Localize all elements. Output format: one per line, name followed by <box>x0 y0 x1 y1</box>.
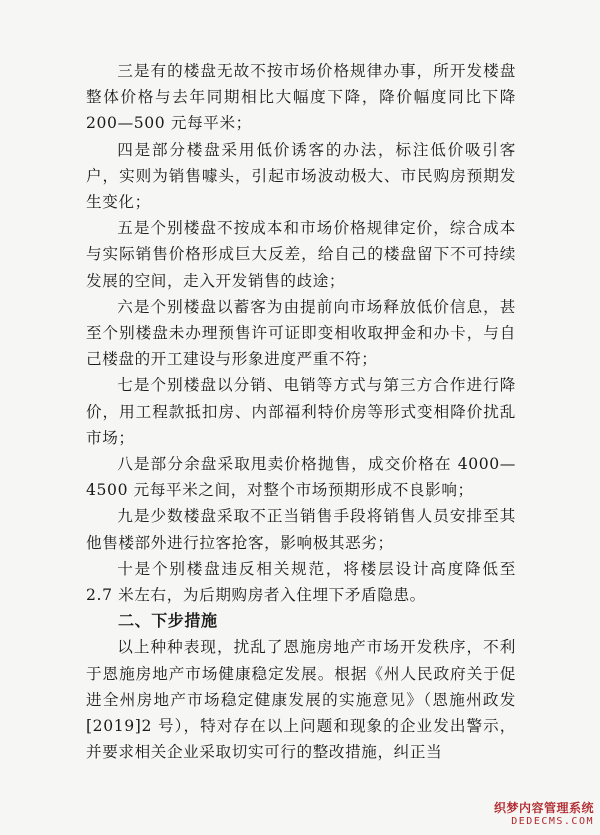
closing-paragraph: 以上种种表现，扰乱了恩施房地产市场开发秩序，不利于恩施房地产市场健康稳定发展。根据《州人民政府关于促进全州房地产市场稳定健康发展的实施意见》（恩施州政发[2019]2 号），特对存在以上问题和现象的企业发出警示，并要求相关企业采取切实可行的整改措施，纠正当 <box>86 638 516 762</box>
paragraph-item-10: 十是个别楼盘违反相关规范，将楼层设计高度降低至 2.7 米左右，为后期购房者入住埋下矛盾隐患。 <box>86 559 516 605</box>
document-body <box>86 58 516 765</box>
paragraph-item-6: 六是个别楼盘以蓄客为由提前向市场释放低价信息，甚至个别楼盘未办理预售许可证即变相收取押金和办卡，与自己楼盘的开工建设与形象进度严重不符； <box>86 297 516 369</box>
watermark-logo <box>474 799 594 827</box>
paragraph-item-7: 七是个别楼盘以分销、电销等方式与第三方合作进行降价，用工程款抵扣房、内部福利特价房等形式变相降价扰乱市场； <box>86 376 516 447</box>
paragraph-item-5: 五是个别楼盘不按成本和市场价格规律定价，综合成本与实际销售价格形成巨大反差，给自己的楼盘留下不可持续发展的空间，走入开发销售的歧途； <box>86 219 516 290</box>
paragraph-item-8: 八是部分余盘采取甩卖价格抛售，成交价格在 4000—4500 元每平米之间，对整个市场预期形成不良影响； <box>86 455 516 500</box>
paragraph-item-3: 三是有的楼盘无故不按市场价格规律办事，所开发楼盘整体价格与去年同期相比大幅度下降，降价幅度同比下降 200—500 元每平米； <box>86 62 516 133</box>
watermark-domain: DEDECMS.COM <box>511 816 594 827</box>
watermark-title: 织梦内容管理系统 <box>493 801 594 815</box>
paragraph-item-9: 九是少数楼盘采取不正当销售手段将销售人员安排至其他售楼部外进行拉客抢客，影响极其恶劣； <box>86 507 516 552</box>
paragraph-item-4: 四是部分楼盘采用低价诱客的办法，标注低价吸引客户，实则为销售噱头，引起市场波动极大、市民购房预期发生变化； <box>86 140 516 212</box>
section-heading: 二、下步措施 <box>118 611 218 631</box>
